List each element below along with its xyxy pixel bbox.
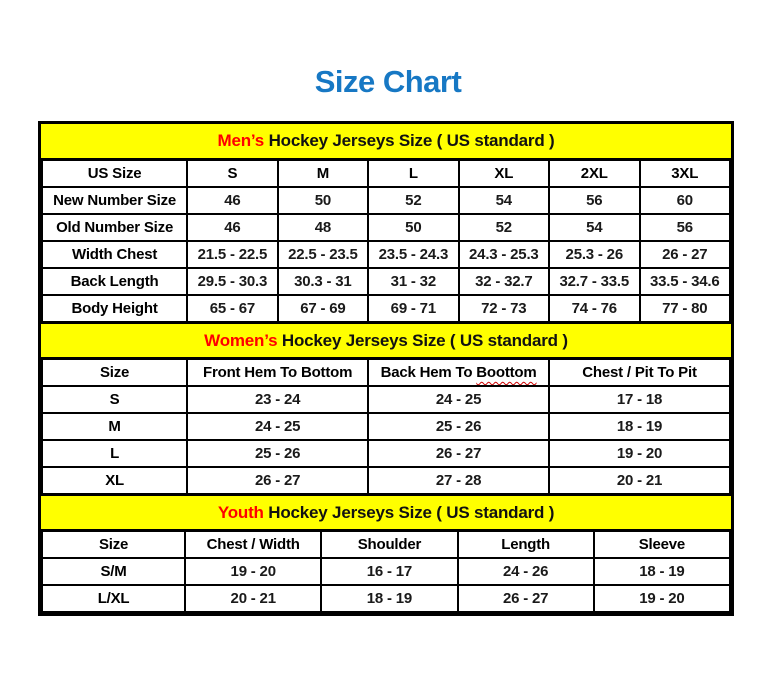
youth-cell-r0c1: 19 - 20 [185,558,321,585]
womens-cell-r1c1: 24 - 25 [187,413,368,440]
mens-cell-r0c4: 54 [459,187,549,214]
mens-cell-r1c4: 52 [459,214,549,241]
mens-band [41,124,731,159]
youth-table-body [42,558,730,612]
mens-header-cell-4: XL [459,160,549,187]
womens-row-0 [42,386,730,413]
mens-cell-r1c2: 48 [278,214,368,241]
womens-header-cell-3: Chest / Pit To Pit [549,359,730,386]
womens-band-highlight: Women’s [204,330,278,350]
size-chart-table-group [38,121,734,616]
mens-table-body [42,187,730,322]
youth-cell-r0c4: 18 - 19 [594,558,730,585]
mens-cell-r3c6: 33.5 - 34.6 [640,268,731,295]
womens-header-cell-0: Size [42,359,187,386]
mens-row-1 [42,214,730,241]
mens-row-2 [42,241,730,268]
youth-cell-r0c3: 24 - 26 [458,558,594,585]
mens-cell-r0c1: 46 [187,187,277,214]
youth-row-1 [42,585,730,612]
mens-band-highlight: Men’s [217,131,265,150]
womens-row-1-label: M [42,413,187,440]
womens-cell-r2c2: 26 - 27 [368,440,549,467]
womens-section [41,323,731,495]
womens-cell-r2c3: 19 - 20 [549,440,730,467]
mens-cell-r1c1: 46 [187,214,277,241]
mens-row-3-label: Back Length [42,268,187,295]
mens-cell-r4c3: 69 - 71 [368,295,458,322]
youth-cell-r0c2: 16 - 17 [321,558,457,585]
mens-cell-r4c2: 67 - 69 [278,295,368,322]
mens-cell-r1c3: 50 [368,214,458,241]
womens-cell-r2c1: 25 - 26 [187,440,368,467]
youth-row-1-label: L/XL [42,585,185,612]
mens-row-2-label: Width Chest [42,241,187,268]
womens-table-body [42,386,730,494]
mens-cell-r2c4: 24.3 - 25.3 [459,241,549,268]
youth-cell-r1c3: 26 - 27 [458,585,594,612]
mens-cell-r3c4: 32 - 32.7 [459,268,549,295]
mens-cell-r3c3: 31 - 32 [368,268,458,295]
mens-row-3 [42,268,730,295]
mens-header-cell-2: M [278,160,368,187]
page-title: Size Chart [314,64,462,99]
womens-row-0-label: S [42,386,187,413]
womens-cell-r0c3: 17 - 18 [549,386,730,413]
youth-table [41,530,731,613]
womens-cell-r0c1: 23 - 24 [187,386,368,413]
mens-cell-r2c6: 26 - 27 [640,241,731,268]
womens-cell-r3c2: 27 - 28 [368,467,549,494]
womens-row-2 [42,440,730,467]
mens-band-text: Hockey Jerseys Size ( US standard ) [264,131,555,150]
womens-cell-r3c1: 26 - 27 [187,467,368,494]
youth-header-row [42,531,730,558]
womens-header-row [42,359,730,386]
youth-band-highlight: Youth [217,502,264,522]
womens-header-cell-2: Back Hem To Boottom [368,359,549,386]
youth-cell-r1c1: 20 - 21 [185,585,321,612]
youth-cell-r1c2: 18 - 19 [321,585,457,612]
womens-row-1 [42,413,730,440]
mens-cell-r3c1: 29.5 - 30.3 [187,268,277,295]
mens-header-cell-3: L [368,160,458,187]
youth-cell-r1c4: 19 - 20 [594,585,730,612]
mens-cell-r4c1: 65 - 67 [187,295,277,322]
womens-band-text: Hockey Jerseys Size ( US standard ) [277,330,568,350]
mens-cell-r0c5: 56 [549,187,639,214]
womens-cell-r1c2: 25 - 26 [368,413,549,440]
mens-cell-r2c3: 23.5 - 24.3 [368,241,458,268]
mens-table [41,159,731,323]
womens-row-3-label: XL [42,467,187,494]
youth-row-0 [42,558,730,585]
mens-cell-r1c5: 54 [549,214,639,241]
mens-row-0-label: New Number Size [42,187,187,214]
mens-cell-r0c3: 52 [368,187,458,214]
youth-band-text: Hockey Jerseys Size ( US standard ) [263,502,555,522]
mens-row-0 [42,187,730,214]
mens-cell-r2c2: 22.5 - 23.5 [278,241,368,268]
youth-header-cell-4: Sleeve [594,531,730,558]
youth-header-cell-0: Size [42,531,185,558]
youth-band [41,495,731,530]
mens-header-row [42,160,730,187]
youth-header-cell-3: Length [458,531,594,558]
womens-header-cell-1: Front Hem To Bottom [187,359,368,386]
womens-band [41,323,731,358]
mens-cell-r3c2: 30.3 - 31 [278,268,368,295]
womens-table [41,358,731,495]
womens-cell-r3c3: 20 - 21 [549,467,730,494]
mens-cell-r1c6: 56 [640,214,731,241]
mens-header-cell-1: S [187,160,277,187]
mens-cell-r0c6: 60 [640,187,731,214]
mens-cell-r3c5: 32.7 - 33.5 [549,268,639,295]
youth-header-cell-1: Chest / Width [185,531,321,558]
mens-cell-r2c1: 21.5 - 22.5 [187,241,277,268]
mens-cell-r0c2: 50 [278,187,368,214]
mens-row-1-label: Old Number Size [42,214,187,241]
mens-section [41,124,731,323]
womens-row-2-label: L [42,440,187,467]
mens-row-4-label: Body Height [42,295,187,322]
youth-row-0-label: S/M [42,558,185,585]
womens-cell-r1c3: 18 - 19 [549,413,730,440]
youth-section [41,495,731,613]
youth-header-cell-2: Shoulder [321,531,457,558]
mens-cell-r4c5: 74 - 76 [549,295,639,322]
mens-cell-r2c5: 25.3 - 26 [549,241,639,268]
womens-row-3 [42,467,730,494]
womens-cell-r0c2: 24 - 25 [368,386,549,413]
mens-cell-r4c6: 77 - 80 [640,295,731,322]
mens-header-cell-5: 2XL [549,160,639,187]
mens-header-cell-0: US Size [42,160,187,187]
mens-row-4 [42,295,730,322]
mens-header-cell-6: 3XL [640,160,731,187]
spellcheck-underline: Boottom [476,364,537,381]
mens-cell-r4c4: 72 - 73 [459,295,549,322]
